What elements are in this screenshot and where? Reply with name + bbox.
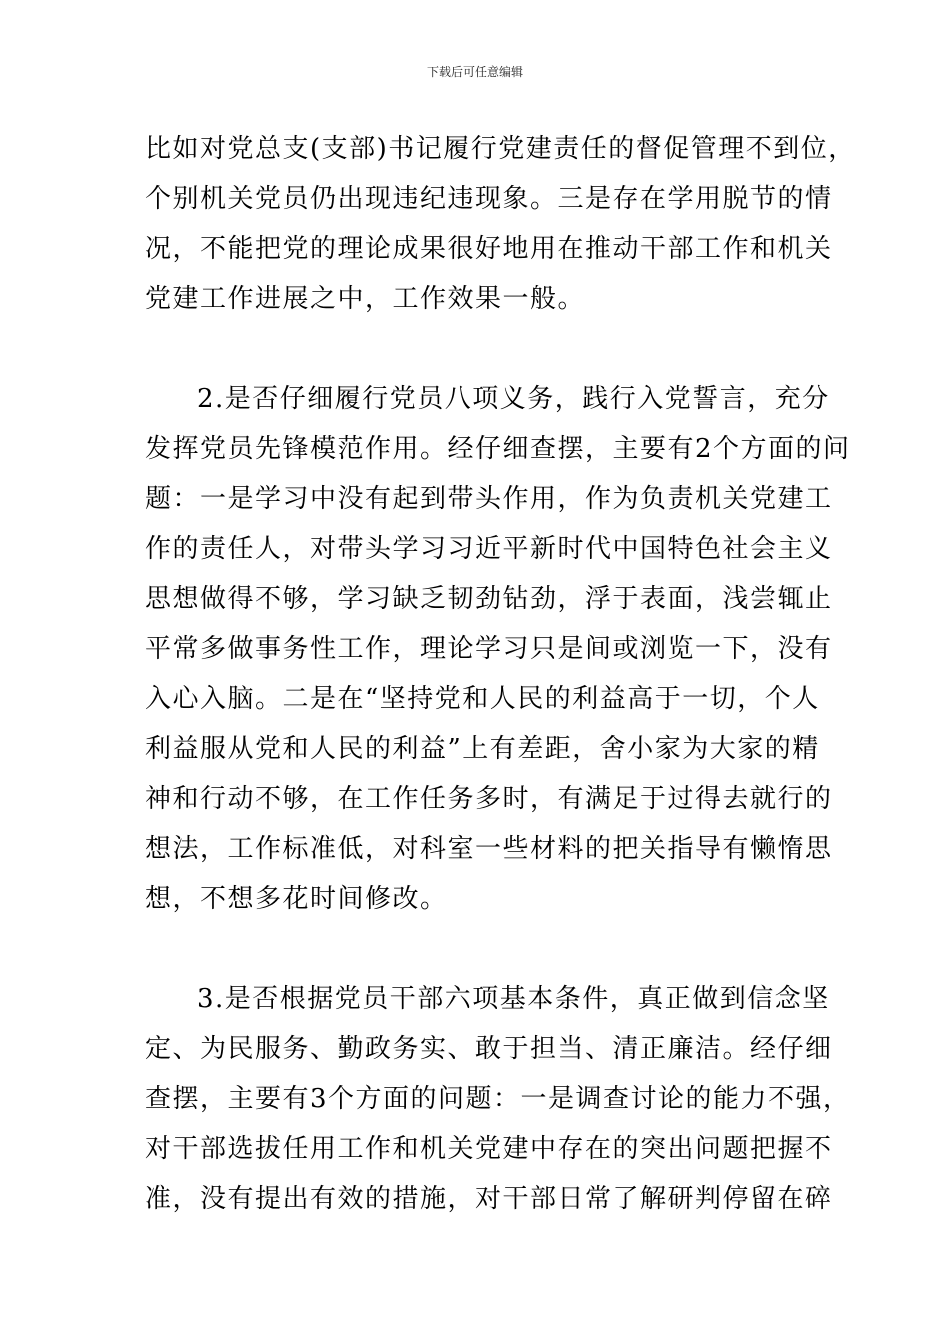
paragraph-spacer [145,324,815,374]
text-line: 3.是否根据党员干部六项基本条件，真正做到信念坚 [197,984,830,1014]
text-line: 思想做得不够，学习缺乏韧劲钻劲，浮于表面，浅尝辄止 [145,584,833,614]
text-line: 对干部选拔任用工作和机关党建中存在的突出问题把握不 [145,1134,833,1164]
text-line: 想法，工作标准低，对科室一些材料的把关指导有懒惰思 [145,834,833,864]
text-line: 题：一是学习中没有起到带头作用，作为负责机关党建工 [145,484,833,514]
text-line: 个别机关党员仍出现违纪违现象。三是存在学用脱节的情 [145,184,833,214]
text-line: 入心入脑。二是在“坚持党和人民的利益高于一切，个人 [145,684,820,714]
text-line: 神和行动不够，在工作任务多时，有满足于过得去就行的 [145,784,833,814]
page-header-note: 下载后可任意编辑 [426,65,523,79]
paragraph-spacer [145,924,815,974]
text-line: 查摆，主要有3个方面的问题：一是调查讨论的能力不强， [145,1084,851,1114]
paragraph-2 [145,374,851,924]
text-line: 想，不想多花时间修改。 [145,884,448,914]
text-line: 准，没有提出有效的措施，对干部日常了解研判停留在碎 [145,1184,833,1214]
text-line: 况，不能把党的理论成果很好地用在推动干部工作和机关 [145,234,833,264]
document-body [145,124,856,1224]
text-line: 利益服从党和人民的利益”上有差距，舍小家为大家的精 [145,734,820,764]
text-line: 2.是否仔细履行党员八项义务，践行入党誓言，充分 [197,384,830,414]
text-line: 作的责任人，对带头学习习近平新时代中国特色社会主义 [145,534,833,564]
text-line: 比如对党总支(支部)书记履行党建责任的督促管理不到位， [145,134,856,164]
paragraph-3 [145,974,851,1224]
paragraph-1 [145,124,856,324]
text-line: 党建工作进展之中，工作效果一般。 [145,284,586,314]
text-line: 定、为民服务、勤政务实、敢于担当、清正廉洁。经仔细 [145,1034,833,1064]
text-line: 平常多做事务性工作，理论学习只是间或浏览一下，没有 [145,634,833,664]
text-line: 发挥党员先锋模范作用。经仔细查摆，主要有2个方面的问 [145,434,851,464]
